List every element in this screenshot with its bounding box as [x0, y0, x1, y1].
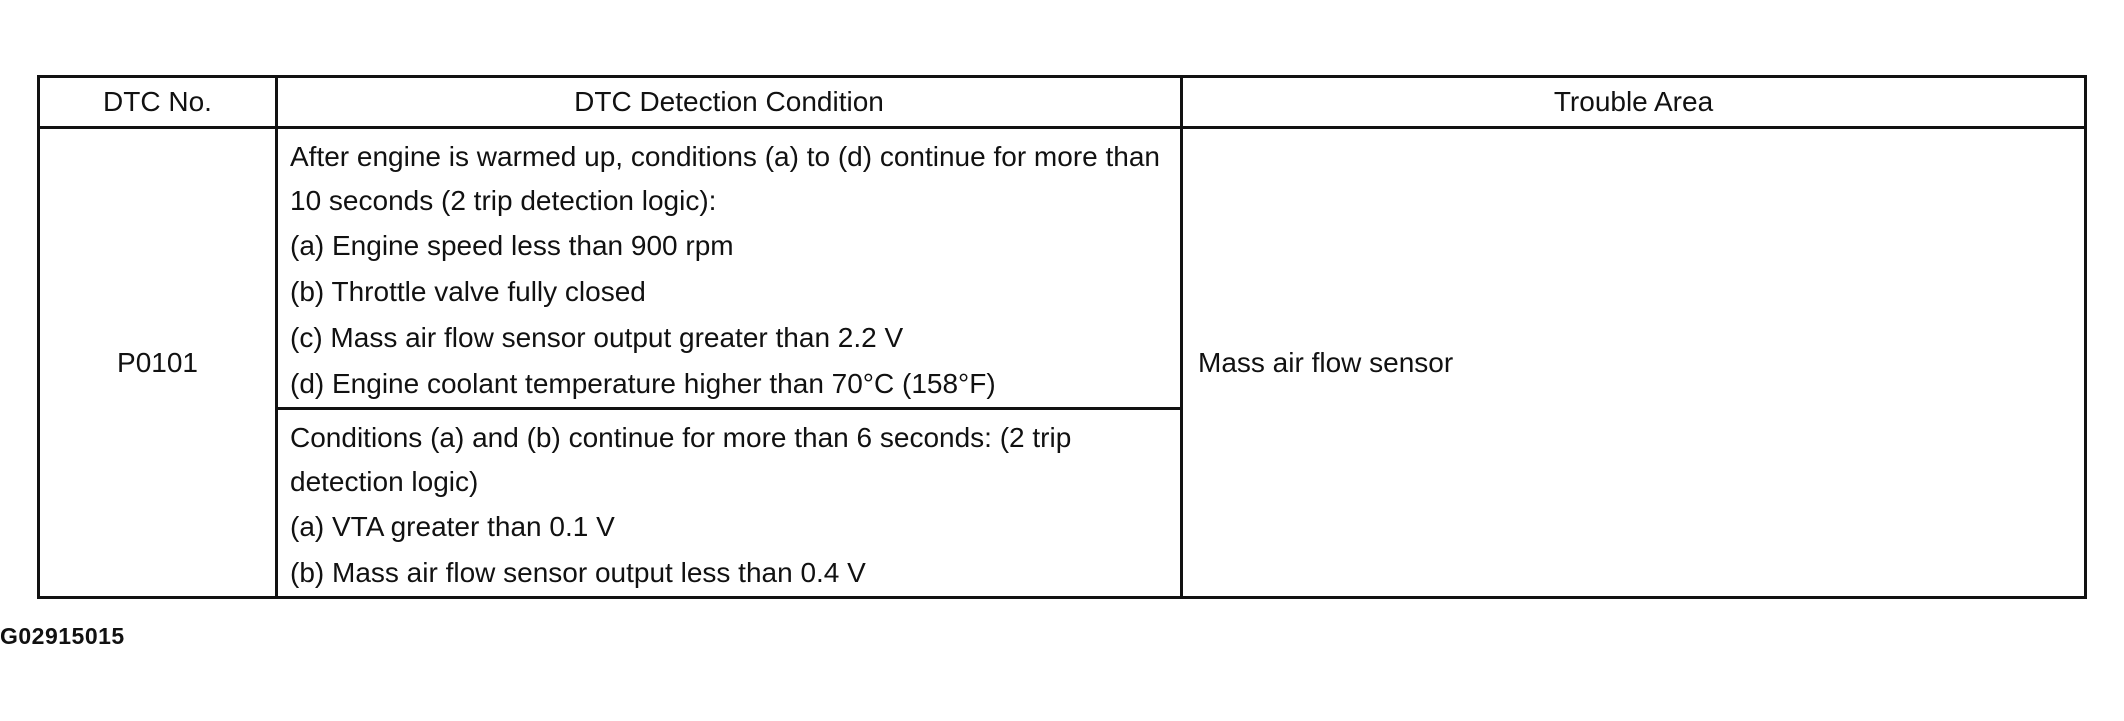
condition-group-2-item-b: (b) Mass air flow sensor output less than 0.4 V	[290, 557, 866, 588]
condition-group-2-intro: Conditions (a) and (b) continue for more than 6 seconds: (2 trip detection logic)	[290, 422, 1072, 497]
condition-group-1-intro: After engine is warmed up, conditions (a) to (d) continue for more than 10 seconds (2 trip detection logic):	[290, 141, 1160, 216]
table-header-row	[39, 77, 2086, 128]
dtc-code: P0101	[39, 128, 277, 598]
header-trouble-area: Trouble Area	[1182, 77, 2086, 128]
header-dtc-no: DTC No.	[39, 77, 277, 128]
trouble-area: Mass air flow sensor	[1182, 128, 2086, 598]
condition-group-2	[277, 409, 1182, 598]
condition-group-1	[277, 128, 1182, 409]
condition-group-1-item-a: (a) Engine speed less than 900 rpm	[290, 230, 734, 261]
condition-group-1-item-c: (c) Mass air flow sensor output greater than 2.2 V	[290, 322, 904, 353]
table-row	[39, 128, 2086, 409]
condition-group-2-item-a: (a) VTA greater than 0.1 V	[290, 511, 615, 542]
figure-id: G02915015	[0, 623, 125, 649]
condition-group-1-item-b: (b) Throttle valve fully closed	[290, 276, 646, 307]
dtc-table	[37, 75, 2087, 599]
condition-group-1-item-d: (d) Engine coolant temperature higher than 70°C (158°F)	[290, 368, 996, 399]
header-detection-condition: DTC Detection Condition	[277, 77, 1182, 128]
